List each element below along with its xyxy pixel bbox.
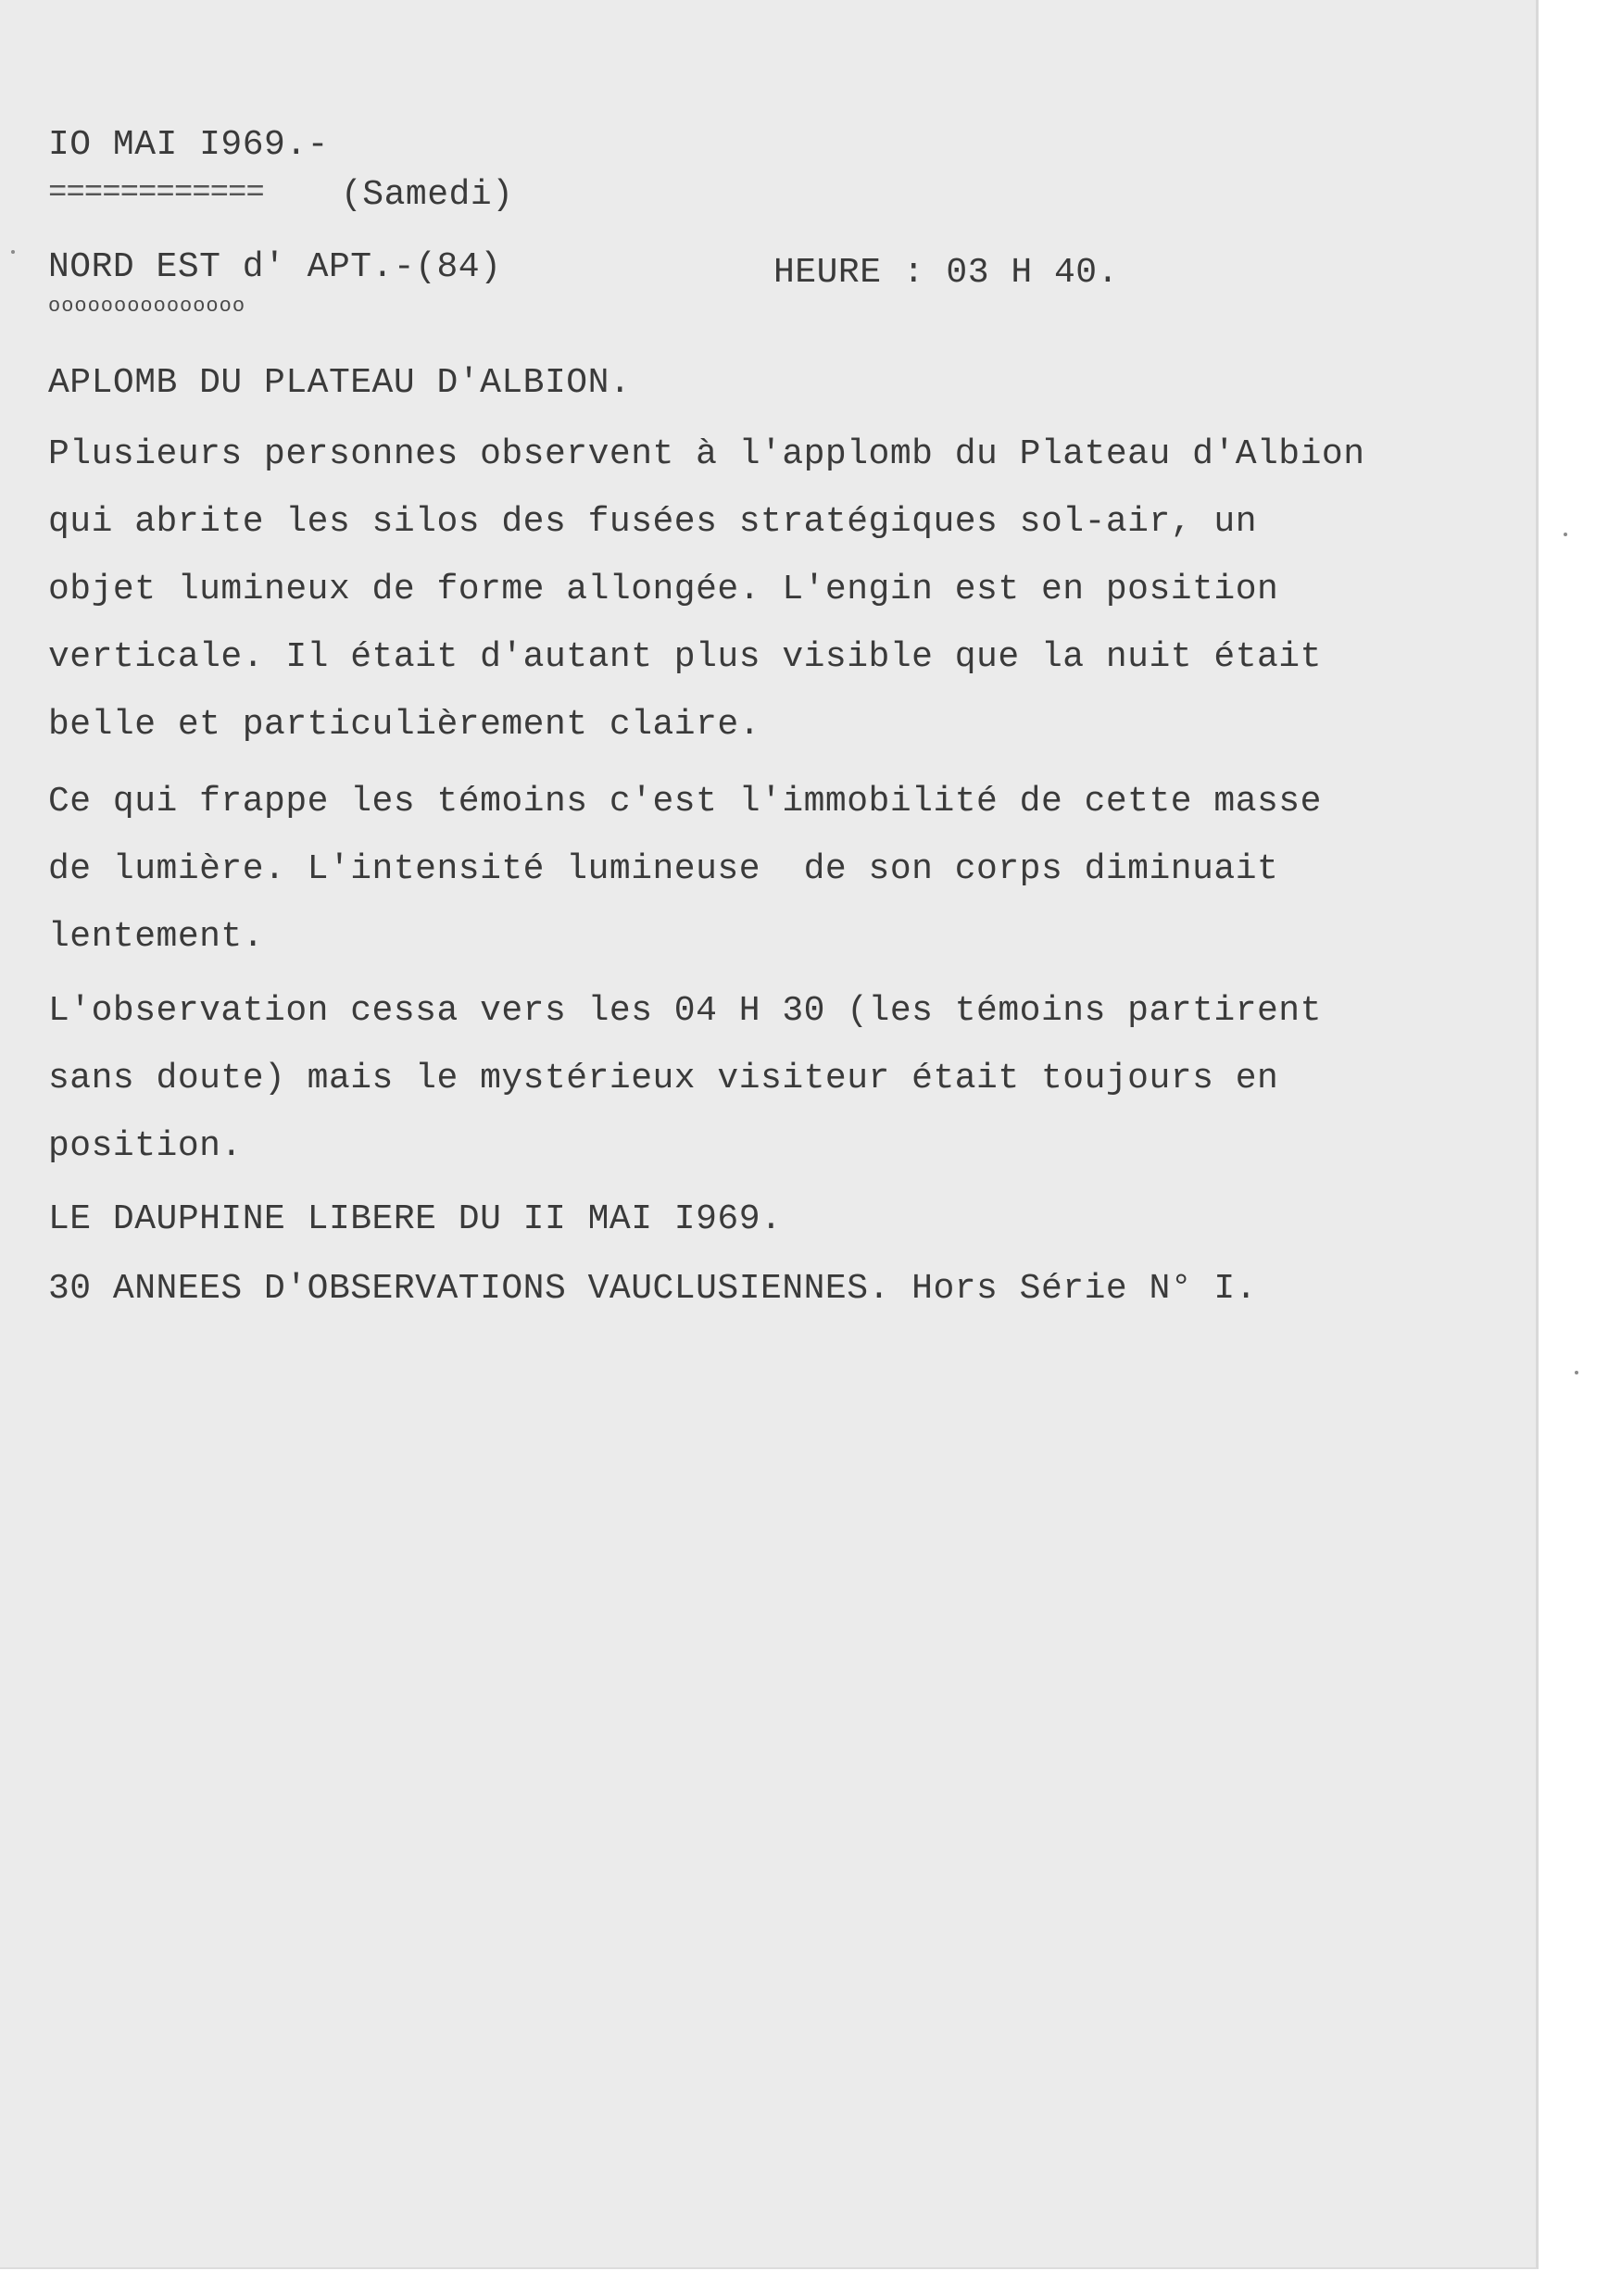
body-line: qui abrite les silos des fusées stratégiques sol-air, un [48,502,1258,542]
body-line: L'observation cessa vers les 04 H 30 (les témoins partirent [48,991,1322,1031]
body-line: verticale. Il était d'autant plus visible que la nuit était [48,637,1322,677]
location-line: NORD EST d' APT.-(84) [48,247,502,287]
body-line: Plusieurs personnes observent à l'applomb du Plateau d'Albion [48,434,1365,474]
scan-speck [1564,533,1567,536]
source-line: 30 ANNEES D'OBSERVATIONS VAUCLUSIENNES. Hors Série N° I. [48,1269,1258,1309]
body-line: lentement. [48,917,265,957]
weekday: (Samedi) [341,175,514,215]
document-title: APLOMB DU PLATEAU D'ALBION. [48,363,632,403]
date-line: IO MAI I969.- [48,125,329,165]
body-line: belle et particulièrement claire. [48,705,761,745]
body-line: objet lumineux de forme allongée. L'engin est en position [48,570,1279,609]
underline-rule: ============ [48,176,264,211]
circle-underline: ooooooooooooooo [48,295,246,318]
body-line: de lumière. L'intensité lumineuse de son corps diminuait [48,849,1279,889]
scan-speck [1575,1371,1578,1374]
source-line: LE DAUPHINE LIBERE DU II MAI I969. [48,1199,783,1239]
body-line: Ce qui frappe les témoins c'est l'immobilité de cette masse [48,782,1322,822]
time-line: HEURE : 03 H 40. [773,253,1119,293]
body-line: sans doute) mais le mystérieux visiteur était toujours en [48,1059,1279,1098]
scan-speck [11,250,15,254]
body-line: position. [48,1126,243,1166]
